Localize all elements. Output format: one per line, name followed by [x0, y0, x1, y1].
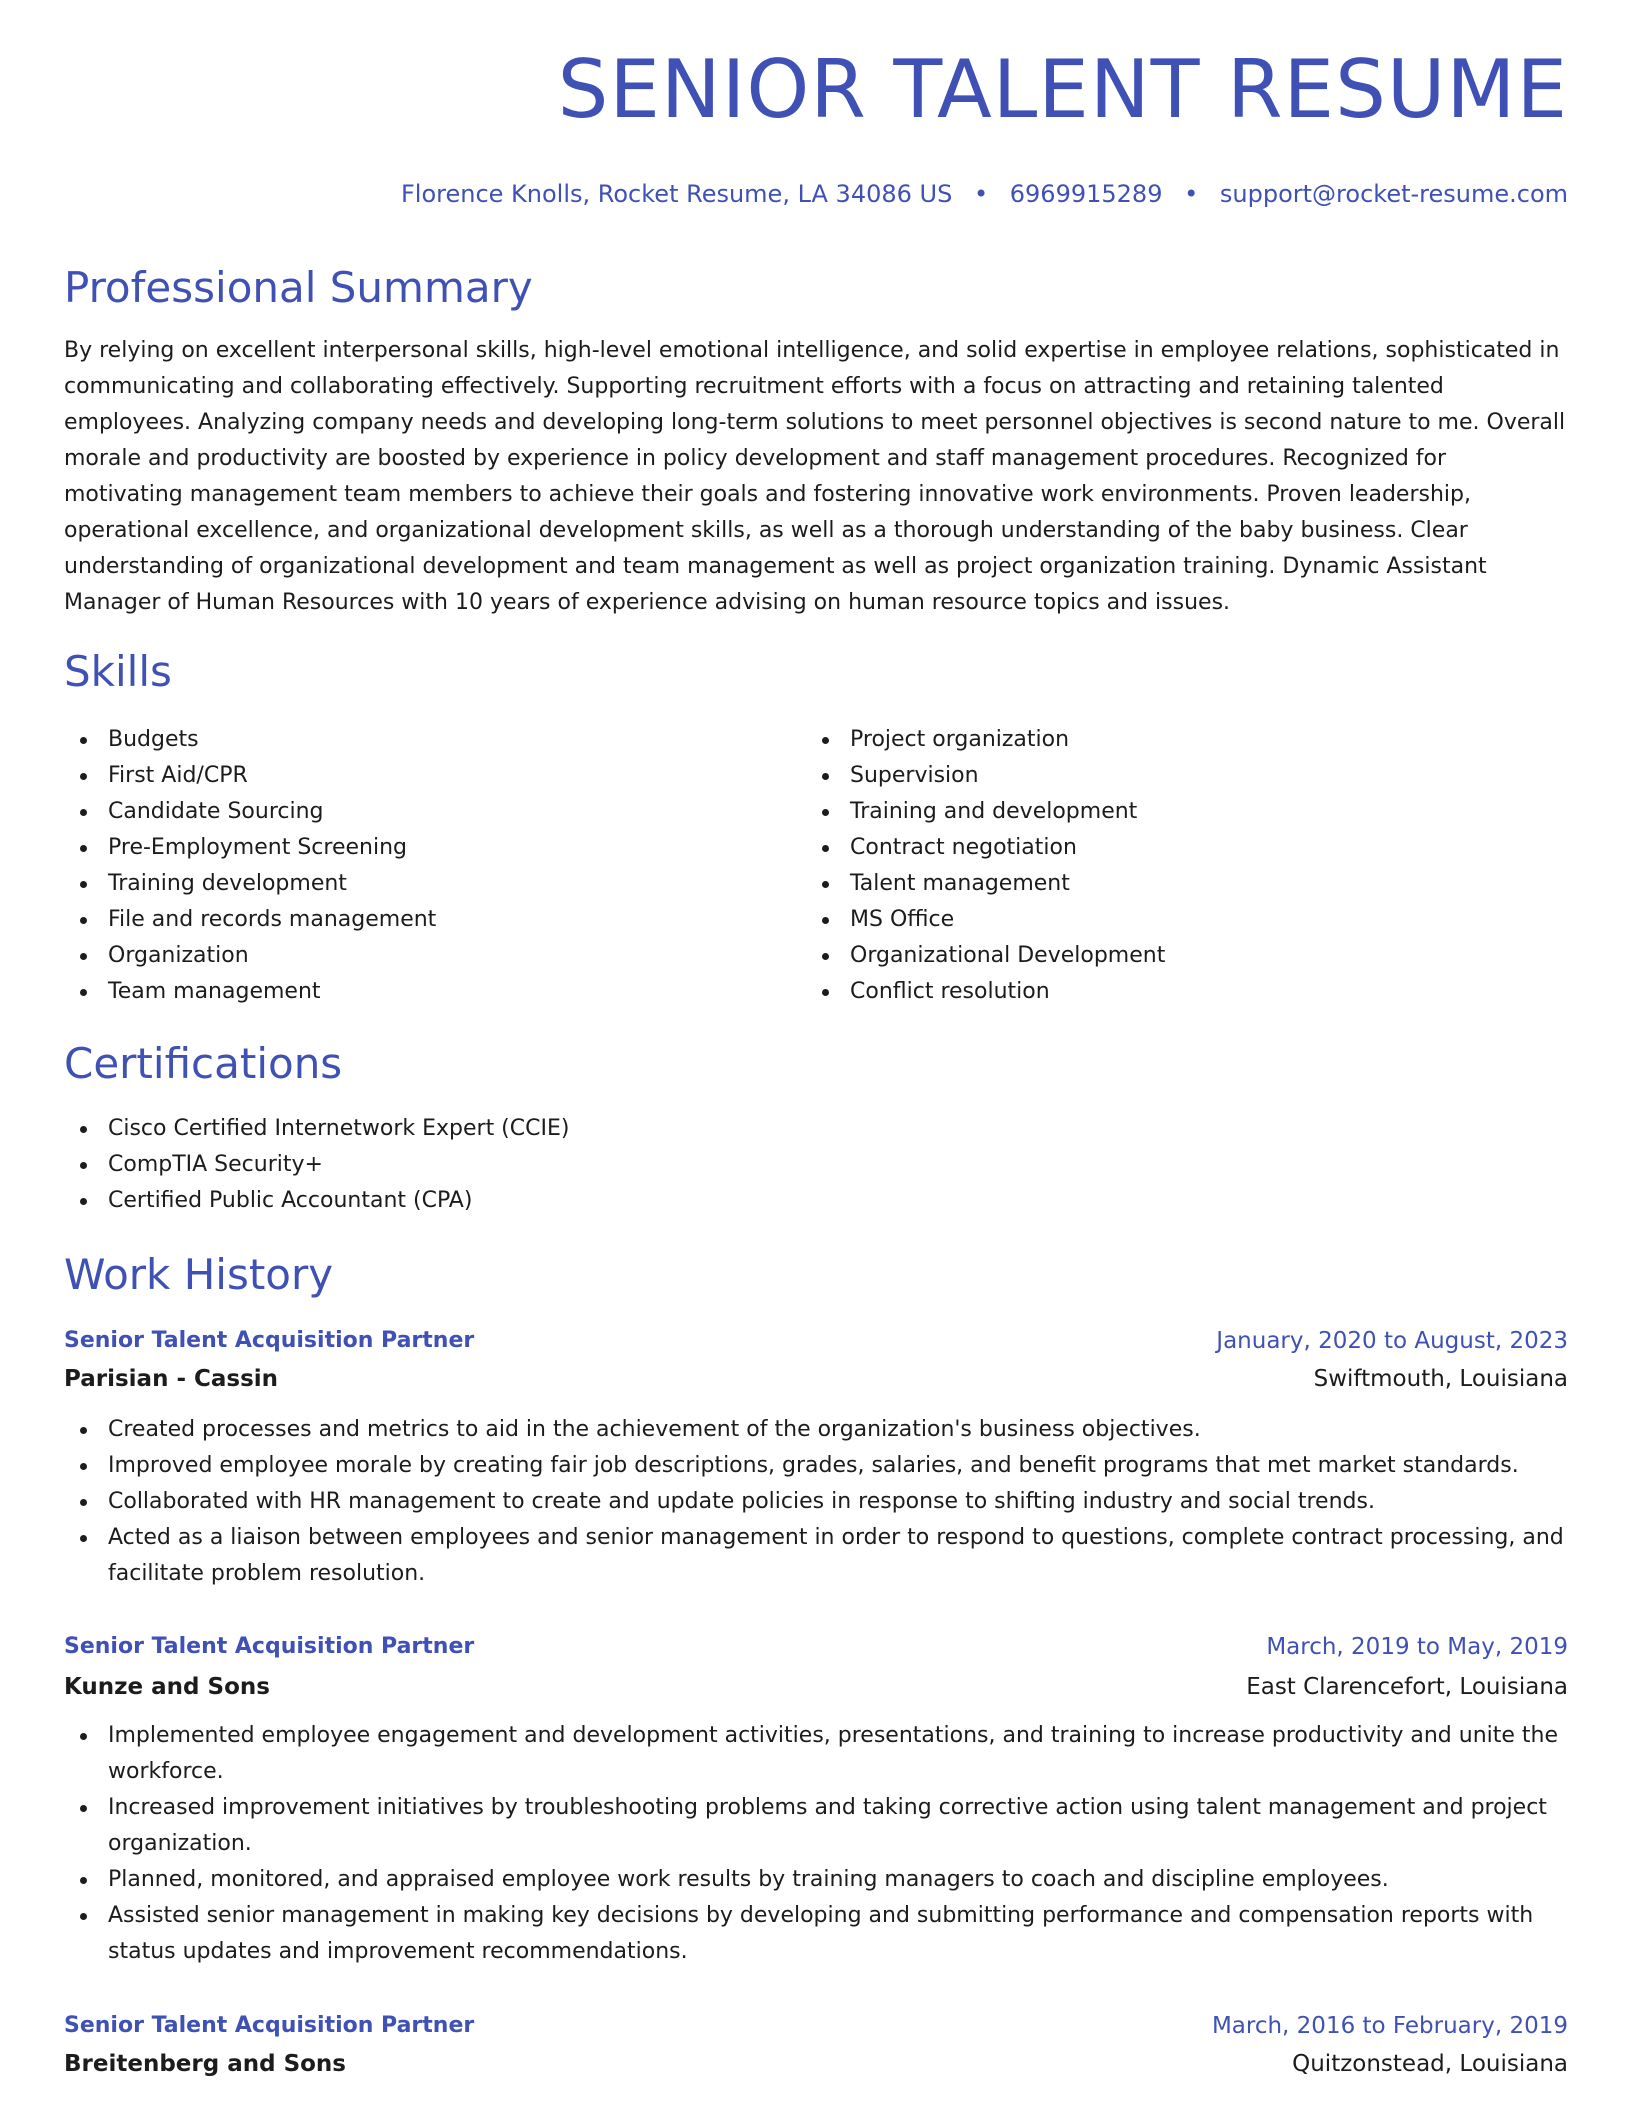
skill-item: Project organization: [806, 722, 1566, 758]
certification-item: Cisco Certified Internetwork Expert (CCIE): [64, 1111, 964, 1147]
job-entry: [64, 2007, 1568, 2083]
skill-item: Budgets: [64, 722, 764, 758]
skills-list-right: [806, 722, 1566, 1010]
skill-item: Talent management: [806, 866, 1566, 902]
skills-heading: Skills: [64, 647, 172, 696]
job-company: Parisian - Cassin: [64, 1366, 279, 1392]
skill-item: Team management: [64, 974, 764, 1010]
skill-item: Training and development: [806, 794, 1566, 830]
contact-address: Florence Knolls, Rocket Resume, LA 34086 US: [400, 180, 953, 208]
certification-item: Certified Public Accountant (CPA): [64, 1183, 964, 1219]
skill-item: Candidate Sourcing: [64, 794, 764, 830]
skill-item: Contract negotiation: [806, 830, 1566, 866]
job-dates: January, 2020 to August, 2023: [1216, 1328, 1568, 1354]
job-bullet: Collaborated with HR management to create and update policies in response to shifting industry and social trends.: [64, 1484, 1568, 1520]
job-bullet: Increased improvement initiatives by troubleshooting problems and taking corrective action using talent management and project organization.: [64, 1790, 1568, 1862]
skill-item: Training development: [64, 866, 764, 902]
certifications-heading: Certifications: [64, 1039, 343, 1088]
job-dates: March, 2016 to February, 2019: [1211, 2013, 1568, 2039]
job-entry: [64, 1628, 1568, 1970]
job-title: Senior Talent Acquisition Partner: [64, 1634, 475, 1659]
job-company: Breitenberg and Sons: [64, 2051, 346, 2077]
summary-heading: Professional Summary: [64, 263, 533, 312]
job-location: Quitzonstead, Louisiana: [1292, 2051, 1568, 2077]
skill-item: Pre-Employment Screening: [64, 830, 764, 866]
skill-item: First Aid/CPR: [64, 758, 764, 794]
certifications-list: [64, 1111, 964, 1219]
skill-item: Conflict resolution: [806, 974, 1566, 1010]
job-bullets: [64, 1412, 1568, 1592]
job-title: Senior Talent Acquisition Partner: [64, 2013, 475, 2038]
skill-item: File and records management: [64, 902, 764, 938]
job-location: Swiftmouth, Louisiana: [1313, 1366, 1568, 1392]
bullet-separator: •: [973, 180, 989, 208]
skill-item: Supervision: [806, 758, 1566, 794]
certification-item: CompTIA Security+: [64, 1147, 964, 1183]
job-bullet: Acted as a liaison between employees and senior management in order to respond to questions, complete contract processing, and facilitate problem resolution.: [64, 1520, 1568, 1592]
skill-item: MS Office: [806, 902, 1566, 938]
contact-line: [401, 180, 1568, 209]
job-company: Kunze and Sons: [64, 1674, 270, 1700]
contact-phone[interactable]: 6969915289: [1009, 180, 1163, 208]
summary-text: By relying on excellent interpersonal skills, high-level emotional intelligence, and solid expertise in employee relations, sophisticated in communicating and collaborating effectively. Supporting recruitment efforts with a focus on attracting and retaining talented employees. Analyzing company needs and developing long-term solutions to meet personnel objectives is second nature to me. Overall morale and productivity are boosted by experience in policy development and staff management procedures. Recognized for motivating management team members to achieve their goals and fostering innovative work environments. Proven leadership, operational excellence, and organizational development skills, as well as a thorough understanding of the baby business. Clear understanding of organizational development and team management as well as project organization training. Dynamic Assistant Manager of Human Resources with 10 years of experience advising on human resource topics and issues.: [64, 338, 1566, 615]
work-history-heading: Work History: [64, 1250, 334, 1299]
job-location: East Clarencefort, Louisiana: [1246, 1674, 1568, 1700]
job-dates: March, 2019 to May, 2019: [1266, 1634, 1568, 1660]
job-bullet: Improved employee morale by creating fair job descriptions, grades, salaries, and benefit programs that met market standards.: [64, 1448, 1568, 1484]
skill-item: Organizational Development: [806, 938, 1566, 974]
skill-item: Organization: [64, 938, 764, 974]
contact-email[interactable]: support@rocket-resume.com: [1219, 180, 1568, 208]
skills-list-left: [64, 722, 764, 1010]
job-bullets: [64, 1718, 1568, 1970]
job-bullet: Implemented employee engagement and development activities, presentations, and training to increase productivity and unite the workforce.: [64, 1718, 1568, 1790]
job-bullet: Created processes and metrics to aid in the achievement of the organization's business objectives.: [64, 1412, 1568, 1448]
job-title: Senior Talent Acquisition Partner: [64, 1328, 475, 1353]
job-bullet: Planned, monitored, and appraised employee work results by training managers to coach and discipline employees.: [64, 1862, 1568, 1898]
resume-title: SENIOR TALENT RESUME: [557, 43, 1568, 136]
job-bullet: Assisted senior management in making key decisions by developing and submitting performance and compensation reports with status updates and improvement recommendations.: [64, 1898, 1568, 1970]
job-entry: [64, 1322, 1568, 1592]
bullet-separator: •: [1184, 180, 1199, 208]
